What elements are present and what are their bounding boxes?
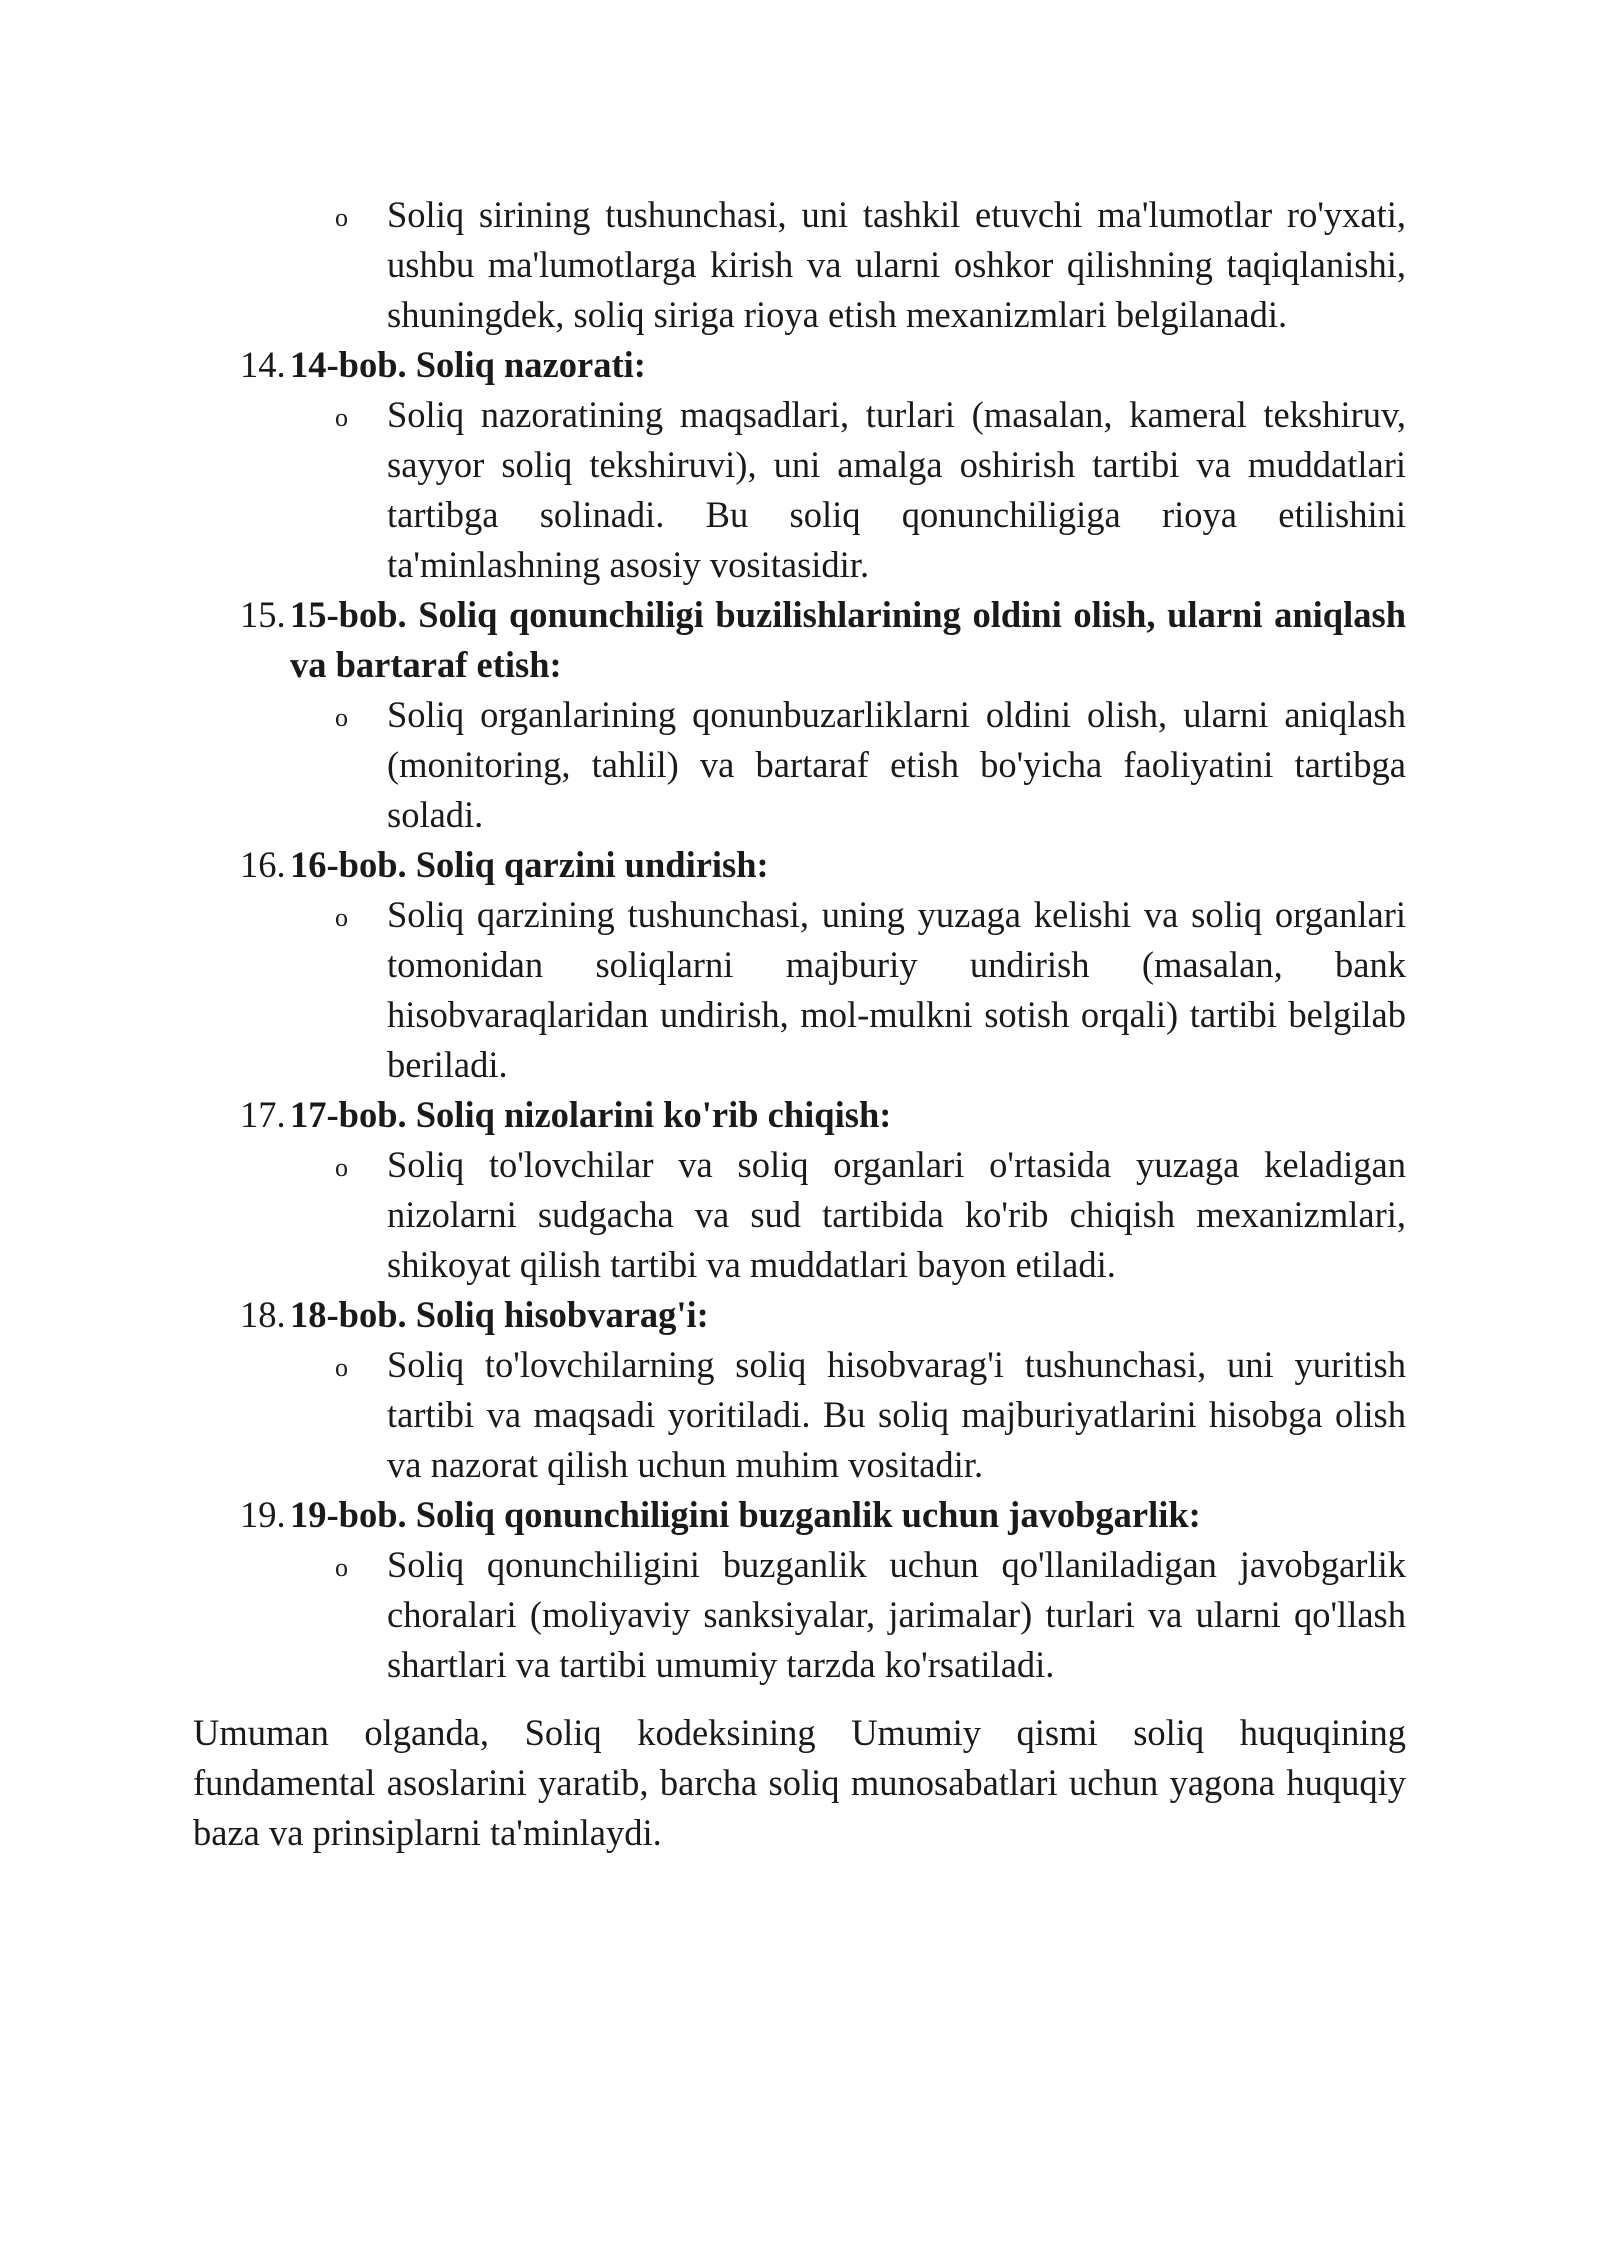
bullet-text: Soliq sirining tushunchasi, uni tashkil etuvchi ma'lumotlar ro'yxati, ushbu ma'lumotlarga kirish va ularni oshkor qilishning taqiqlanishi, shuningdek, soliq siriga rioya etish mexanizmlari belgilanadi.: [387, 194, 1406, 335]
summary-paragraph: Umuman olganda, Soliq kodeksining Umumiy qismi soliq huquqining fundamental asoslarini yaratib, barcha soliq munosabatlari uchun yagona huquqiy baza va prinsiplarni ta'minlaydi.: [193, 1712, 1406, 1853]
chapter-number: 19.: [240, 1494, 286, 1535]
chapter-18-item: [335, 1340, 1406, 1490]
bullet-marker: o: [335, 1153, 348, 1182]
chapter-19-item: [335, 1540, 1406, 1690]
chapter-title: 17-bob. Soliq nizolarini ko'rib chiqish:: [290, 1094, 892, 1135]
chapter-title: 19-bob. Soliq qonunchiligini buzganlik uchun javobgarlik:: [290, 1494, 1201, 1535]
bullet-text: Soliq qarzining tushunchasi, uning yuzaga kelishi va soliq organlari tomonidan soliqlarni majburiy undirish (masalan, bank hisobvaraqlaridan undirish, mol-mulkni sotish orqali) tartibi belgilab beriladi.: [387, 894, 1406, 1085]
bullet-marker: o: [335, 403, 348, 432]
chapter-17-heading: [240, 1090, 1406, 1140]
chapter-16-heading: [240, 840, 1406, 890]
bullet-text: Soliq qonunchiligini buzganlik uchun qo'llaniladigan javobgarlik choralari (moliyaviy sanksiyalar, jarimalar) turlari va ularni qo'llash shartlari va tartibi umumiy tarzda ko'rsatiladi.: [387, 1544, 1406, 1685]
chapter-number: 15.: [240, 594, 286, 635]
chapter-number: 18.: [240, 1294, 286, 1335]
chapter-19-heading: [240, 1490, 1406, 1540]
bullet-marker: o: [335, 203, 348, 232]
bullet-marker: o: [335, 703, 348, 732]
bullet-text: Soliq organlarining qonunbuzarliklarni oldini olish, ularni aniqlash (monitoring, tahlil) va bartaraf etish bo'yicha faoliyatini tartibga soladi.: [387, 694, 1406, 835]
chapter-title: 15-bob. Soliq qonunchiligi buzilishlarining oldini olish, ularni aniqlash va bartaraf etish:: [290, 594, 1406, 685]
intro-bullet-item: [335, 190, 1406, 340]
chapter-title: 18-bob. Soliq hisobvarag'i:: [290, 1294, 709, 1335]
chapter-16-item: [335, 890, 1406, 1090]
chapter-17-item: [335, 1140, 1406, 1290]
bullet-text: Soliq to'lovchilarning soliq hisobvarag'i tushunchasi, uni yuritish tartibi va maqsadi yoritiladi. Bu soliq majburiyatlarini hisobga olish va nazorat qilish uchun muhim vositadir.: [387, 1344, 1406, 1485]
chapter-title: 16-bob. Soliq qarzini undirish:: [290, 844, 769, 885]
chapter-15-heading: [240, 590, 1406, 690]
bullet-text: Soliq nazoratining maqsadlari, turlari (masalan, kameral tekshiruv, sayyor soliq tekshiruvi), uni amalga oshirish tartibi va muddatlari tartibga solinadi. Bu soliq qonunchiligiga rioya etilishini ta'minlashning asosiy vositasidir.: [387, 394, 1406, 585]
chapter-number: 14.: [240, 344, 286, 385]
document-body: [193, 190, 1406, 1895]
bullet-marker: o: [335, 1353, 348, 1382]
chapter-14-heading: [240, 340, 1406, 390]
bullet-marker: o: [335, 903, 348, 932]
bullet-text: Soliq to'lovchilar va soliq organlari o'rtasida yuzaga keladigan nizolarni sudgacha va sud tartibida ko'rib chiqish mexanizmlari, shikoyat qilish tartibi va muddatlari bayon etiladi.: [387, 1144, 1406, 1285]
chapter-15-item: [335, 690, 1406, 840]
chapter-number: 16.: [240, 844, 286, 885]
chapter-14-item: [335, 390, 1406, 590]
chapter-title: 14-bob. Soliq nazorati:: [290, 344, 646, 385]
bullet-marker: o: [335, 1553, 348, 1582]
chapter-number: 17.: [240, 1094, 286, 1135]
chapter-18-heading: [240, 1290, 1406, 1340]
